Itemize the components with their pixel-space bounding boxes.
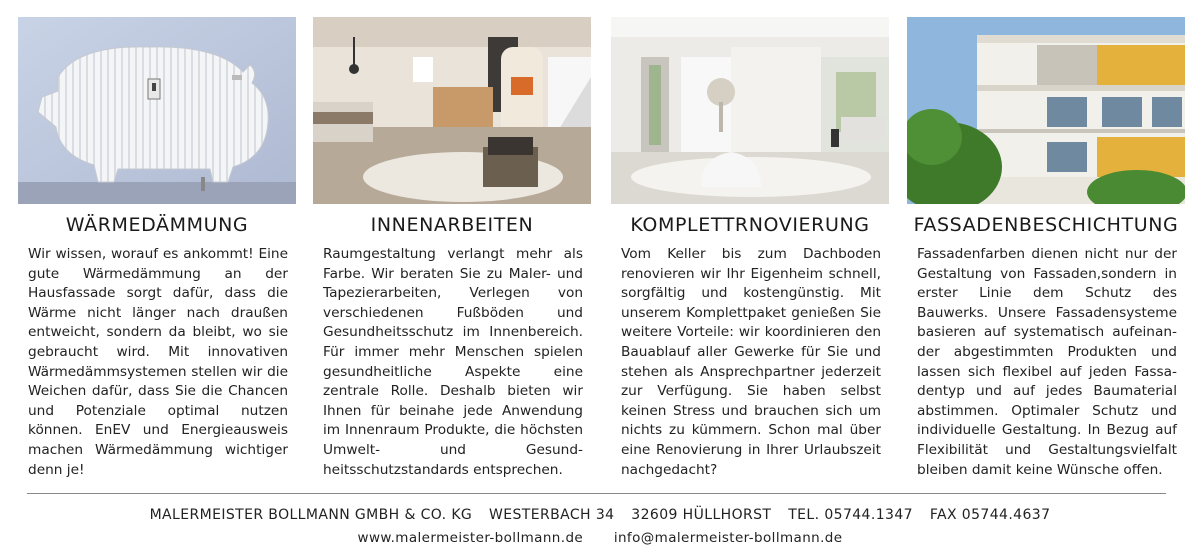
section-title: FASSADENBESCHICHTUNG — [913, 214, 1179, 236]
white-interior-illustration — [611, 17, 889, 204]
email-link[interactable]: info@malermeister-bollmann.de — [613, 530, 843, 546]
service-column-fassadenbeschichtung — [907, 17, 1185, 480]
phone-number: TEL. 05744.1347 — [788, 507, 913, 523]
service-column-komplettrenovierung — [611, 17, 889, 480]
white-interior-photo — [611, 17, 889, 204]
building-facade-photo — [907, 17, 1185, 204]
footer-contact-line — [0, 530, 1200, 546]
piggy-radiator-illustration — [18, 17, 296, 204]
section-title: INNENARBEITEN — [370, 214, 534, 236]
footer-divider — [27, 493, 1166, 494]
website-link[interactable]: www.malermeister-bollmann.de — [357, 530, 584, 546]
city-address: 32609 HÜLLHORST — [631, 507, 772, 523]
living-room-photo — [313, 17, 591, 204]
piggy-radiator-photo — [18, 17, 296, 204]
section-text: Raumgestaltung verlangt mehr als Farbe. Wir beraten Sie zu Maler- und Tapezierarbeiten, Verlegen von verschiedenen Fußböden und Gesundheitsschutz im Innenbereich. Für immer mehr Menschen spielen gesundheitliche Aspekte eine zentrale Rolle. Deshalb bieten wir Ihnen für beinahe jede Anwendung im Innenraum Produkte, die höchsten Umwelt- und Gesundheitsschutzstandards entsprechen. — [323, 246, 583, 478]
company-name: MALERMEISTER BOLLMANN GMBH & CO. KG — [149, 507, 473, 523]
section-text: Fassadenfarben dienen nicht nur der Gestaltung von Fassaden,sondern in erster Linie dem Schutz des Bauwerks. Unsere Fassadensysteme basieren auf systematisch aufeinander abgestimmten Produkten und lassen sich flexibel auf jeden Fassadentyp und auf jedes Baumaterial abstimmen. Optimaler Schutz und individuelle Gestaltung. In Bezug auf Flexibilität und Gestaltungsvielfalt bleiben damit keine Wünsche offen. — [917, 246, 1177, 478]
fax-number: FAX 05744.4637 — [929, 507, 1051, 523]
section-text: Vom Keller bis zum Dachboden renovieren wir Ihr Eigenheim schnell, sorgfältig und kostengünstig. Mit unserem Komplettpaket genießen Sie weitere Vorteile: wir koordinieren den Bauablauf aller Gewerke für Sie und stehen als Ansprechpartner jederzeit zur Verfügung. Sie haben selbst keinen Stress und brauchen sich um nichts zu kümmern. Schon mal über eine Renovierung in Ihrer Urlaubszeit nachgedacht? — [621, 246, 881, 478]
section-title: KOMPLETTRNOVIERUNG — [630, 214, 870, 236]
section-text: Wir wissen, worauf es ankommt! Eine gute Wärmedämmung an der Hausfassade sorgt dafür, dass die Wärme nicht länger nach draußen entweicht, sondern da bleibt, wo sie gebraucht wird. Mit innovativen Wärmedämmsystemen stellen wir die Weichen dafür, dass Sie die Chancen und Potenziale optimal nutzen können. EnEV und Energieausweis machen Wärmedämmung wichtiger denn je! — [28, 246, 288, 478]
living-room-illustration — [313, 17, 591, 204]
building-facade-illustration — [907, 17, 1185, 204]
service-column-innenarbeiten — [313, 17, 591, 480]
footer-address-line — [0, 507, 1200, 523]
street-address: WESTERBACH 34 — [489, 507, 615, 523]
service-column-waermedaemmung — [18, 17, 296, 480]
section-title: WÄRMEDÄMMUNG — [65, 214, 249, 236]
